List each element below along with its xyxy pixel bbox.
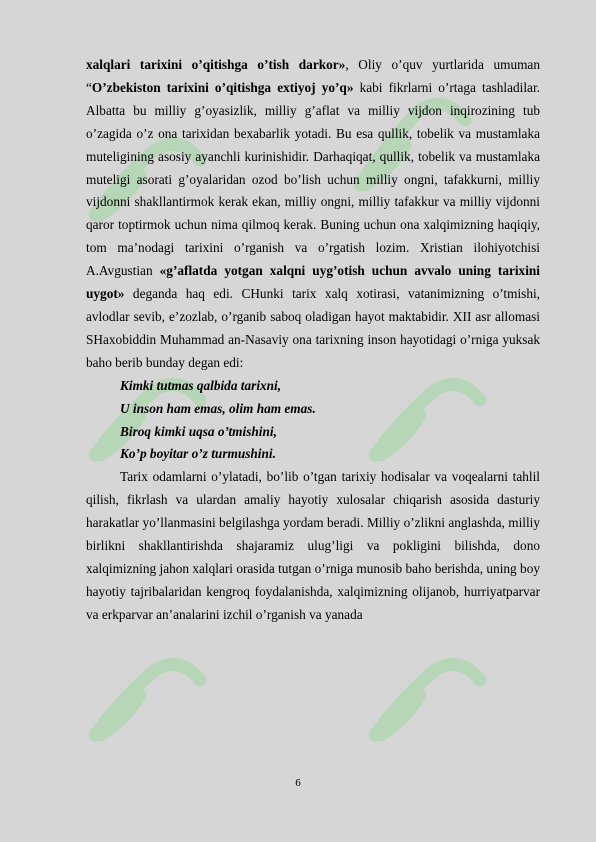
paragraph-1 [86,54,540,375]
paragraph-2: Tarix odamlarni o’ylatadi, bo’lib o’tgan tarixiy hodisalar va voqealarni tahlil qilish, fikrlash va ulardan amaliy hayotiy xulosalar chiqarish asosida dasturiy harakatlar yo’llanmasini belgilashga yordam beradi. Milliy o’zlikni anglashda, milliy birlikni shakllantirishda shajaramiz ulug’ligi va pokligini bilishda, dono xalqimizning jahon xalqlari orasida tutgan o’rniga munosib baho berishda, uning boy hayotiy tajribalaridan kengroq foydalanishda, xalqimizning olijanob, hurriyatparvar va erkparvar an’analarini izchil o’rganish va yanada [86,469,540,622]
watermark-mark-9 [95,664,200,735]
watermark-mark-10 [100,695,140,735]
bold-phrase-quote: «g’aflatda yotgan xalqni uyg’otish uchun avvalo uning tarixini uygot» [86,263,540,302]
watermark-mark-12 [380,695,420,735]
paragraph-1-text-b: kabi fikrlarni o’rtaga tashladilar. Albatta bu milliy g’oyasizlik, milliy g’aflat va milliy vijdon inqirozining tub o’zagida o’z ona tarixidan bexabarlik yotadi. Bu esa qullik, tobelik va mustamlaka muteligining asosiy ayanchli kurinishidir. Darhaqiqat, qullik, tobelik va mustamlaka muteligi asorati g’oyalaridan ozod bo’lish uchun milliy ongni, tafakkurni, milliy vijdonni shakllantirmok kerak ekan, milliy ongni, milliy tafakkur va milliy vijdonni qaror toptirmok uchun nima qilmoq kerak. Buning uchun ona xalqimizning haqiqiy, tom ma’nodagi tarixini o’rganish va o’rgatish lozim. Xristian ilohiyotchisi A.Avgustian [86,79,540,279]
watermark-mark-11 [375,664,480,735]
verse-line-3: Biroq kimki uqsa o’tmishini, [120,423,277,439]
paragraph-1-text-a: , Oliy o’quv yurtlarida umuman “ [86,57,540,95]
page-number: 6 [295,777,301,789]
verse-line-2: U inson ham emas, olim ham emas. [120,400,316,416]
verse-line-4: Ko’p boyitar o’z turmushini. [120,446,276,462]
bold-phrase-start: xalqlari tarixini o’qitishga o’tish darkor» [86,57,346,72]
page-body [86,54,540,627]
paragraph-1-text-c: deganda haq edi. CHunki tarix xalq xotirasi, vatanimizning o’tmishi, avlodlar sevib, e’zozlab, o’rganib saboq oladigan hayot maktabidir. XII asr allomasi SHaxobiddin Muhammad an-Nasaviy ona tarixning inson hayotidagi o’rniga yuksak baho berib bunday degan edi: [86,286,540,370]
bold-phrase-course: O’zbekiston tarixini o’qitishga extiyoj yo’q» [91,79,354,95]
verse-line-1: Kimki tutmas qalbida tarixni, [120,377,282,393]
